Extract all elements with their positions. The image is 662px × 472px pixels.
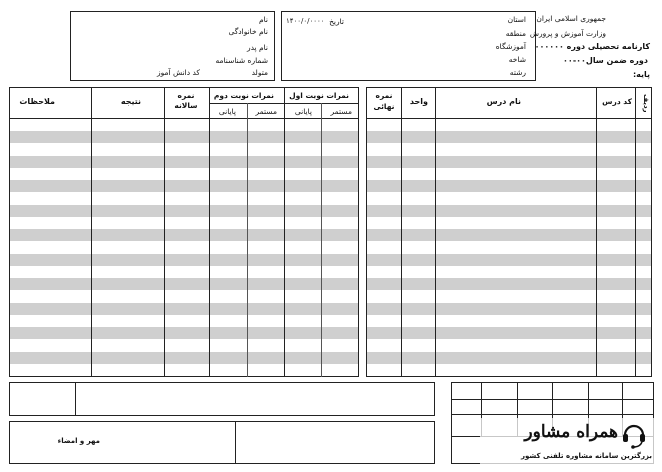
- final-grade-header: نمره نهائی: [373, 91, 395, 111]
- notes-header: ملاحظات: [19, 97, 55, 106]
- date-value: ۱۴۰۰/۰/۰۰۰۰: [286, 17, 325, 25]
- unit-divider: [435, 87, 436, 377]
- notes-divider: [91, 87, 92, 377]
- course-name-divider: [596, 87, 597, 377]
- course-name-header: نام درس: [486, 97, 521, 106]
- result-header: نتیجه: [120, 97, 141, 106]
- unit-header: واحد: [409, 97, 428, 106]
- course-code-header: کد درس: [602, 97, 632, 106]
- result-divider: [164, 87, 165, 377]
- annual-divider: [209, 87, 210, 377]
- name-label: نام: [258, 15, 268, 24]
- headset-icon: [620, 420, 648, 450]
- school-label: آموزشگاه: [495, 42, 526, 51]
- first-term-sub-divider: [321, 103, 322, 377]
- term-label: دوره ضمن سال۰۰-۰۰: [563, 56, 648, 65]
- born-label: متولد: [251, 68, 268, 77]
- summary-divider: [75, 382, 76, 416]
- row-number-header: ردیف: [642, 94, 650, 113]
- watermark-brand: همراه مشاور: [524, 422, 618, 442]
- annual-grade-header: نمره سالانه: [174, 91, 198, 110]
- courses-table: [366, 87, 652, 377]
- family-label: نام خانوادگی: [228, 27, 268, 36]
- course-code-divider: [635, 87, 636, 377]
- summary-box: [9, 382, 435, 416]
- second-term-divider: [284, 87, 285, 377]
- second-continuous-header: مستمر: [255, 107, 277, 116]
- final-grade-divider: [401, 87, 402, 377]
- first-final-header: پایانی: [294, 107, 312, 116]
- province-label: استان: [507, 15, 526, 24]
- second-final-header: پایانی: [218, 107, 236, 116]
- region-label: منطقه: [505, 29, 526, 38]
- branch-label: شاخه: [508, 55, 526, 64]
- grades-table: [9, 87, 359, 377]
- ministry-label: وزارت آموزش و پرورش: [529, 29, 606, 38]
- id-number-label: شماره شناسنامه: [215, 56, 268, 65]
- signature-divider: [235, 421, 236, 464]
- grade-label: پایه:: [632, 70, 650, 79]
- first-continuous-header: مستمر: [330, 107, 352, 116]
- student-code-label: کد دانش آموز: [157, 68, 200, 77]
- grades-header-line: [9, 118, 359, 119]
- field-label: رشته: [509, 68, 526, 77]
- courses-header-line: [366, 118, 652, 119]
- date-label: تاریخ: [329, 17, 344, 26]
- republic-label: جمهوری اسلامی ایران: [536, 14, 606, 23]
- father-label: نام پدر: [246, 43, 268, 52]
- first-term-header: نمرات نوبت اول: [289, 91, 349, 100]
- report-card-title: کارنامه تحصیلی دوره ۰۰۰۰۰۰: [534, 42, 650, 51]
- second-term-sub-divider: [247, 103, 248, 377]
- seal-signature-label: مهر و امضاء: [57, 437, 100, 445]
- watermark-tagline: بزرگترین سامانه مشاوره تلفنی کشور: [521, 452, 652, 460]
- second-term-header: نمرات نوبت دوم: [213, 91, 274, 100]
